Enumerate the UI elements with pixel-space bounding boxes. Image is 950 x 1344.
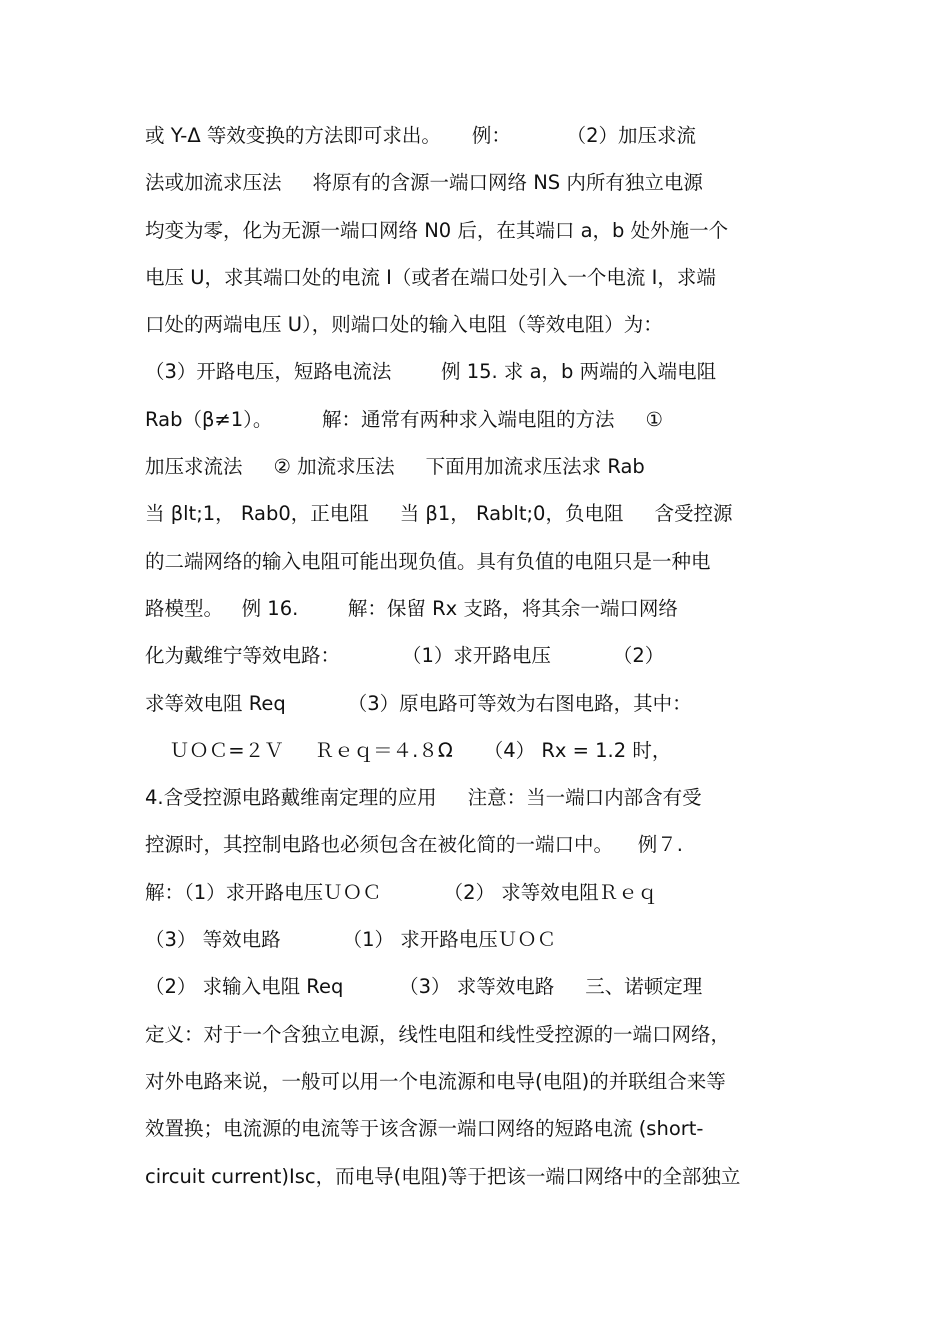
text-line-22: 效置换；电流源的电流等于该含源一端口网络的短路电流 (short-	[145, 1117, 704, 1141]
text-line-13: 求等效电阻 Req （3）原电路可等效为右图电路，其中：	[145, 691, 692, 715]
text-line-8: 加压求流法 ② 加流求压法 下面用加流求压法求 Rab	[145, 455, 645, 479]
text-line-3: 均变为零，化为无源一端口网络 N0 后，在其端口 a，b 处外施一个	[145, 218, 729, 242]
text-line-17: 解：（1）求开路电压ＵＯＣ （2） 求等效电阻Ｒｅｑ	[145, 880, 658, 904]
text-line-5: 口处的两端电压 U），则端口处的输入电阻（等效电阻）为：	[145, 313, 663, 337]
text-line-14: ＵＯＣ=２Ｖ Ｒｅｑ＝４.８Ω （4） Rx = 1.2 时，	[145, 738, 672, 762]
text-line-15: 4.含受控源电路戴维南定理的应用 注意：当一端口内部含有受	[145, 786, 702, 810]
text-line-23: circuit current)Isc，而电导(电阻)等于把该一端口网络中的全部独立	[145, 1164, 741, 1188]
text-line-16: 控源时，其控制电路也必须包含在被化简的一端口中。 例７.	[145, 833, 683, 857]
text-line-21: 对外电路来说，一般可以用一个电流源和电导(电阻)的并联组合来等	[145, 1069, 726, 1093]
text-line-9: 当 βlt;1， Rab0，正电阻 当 β1， Rablt;0，负电阻 含受控源	[145, 502, 733, 526]
text-line-20: 定义：对于一个含独立电源，线性电阻和线性受控源的一端口网络，	[145, 1022, 731, 1046]
text-line-4: 电压 U，求其端口处的电流 I（或者在端口处引入一个电流 I，求端	[145, 265, 716, 289]
text-line-19: （2） 求输入电阻 Req （3） 求等效电路 三、诺顿定理	[145, 975, 703, 999]
text-line-10: 的二端网络的输入电阻可能出现负值。具有负值的电阻只是一种电	[145, 549, 711, 573]
text-line-1: 或 Y-Δ 等效变换的方法即可求出。 例： （2）加压求流	[145, 124, 697, 147]
text-line-18: （3） 等效电路 （1） 求开路电压ＵＯＣ	[145, 928, 557, 952]
text-line-6: （3）开路电压，短路电流法 例 15. 求 a，b 两端的入端电阻	[145, 360, 717, 384]
text-line-7: Rab（β≠1）。 解：通常有两种求入端电阻的方法 ①	[145, 407, 663, 431]
text-line-12: 化为戴维宁等效电路： （1）求开路电压 （2）	[145, 644, 665, 668]
text-line-2: 法或加流求压法 将原有的含源一端口网络 NS 内所有独立电源	[145, 171, 703, 195]
text-line-11: 路模型。 例 16. 解：保留 Rx 支路，将其余一端口网络	[145, 596, 678, 620]
body-text	[145, 112, 810, 1200]
